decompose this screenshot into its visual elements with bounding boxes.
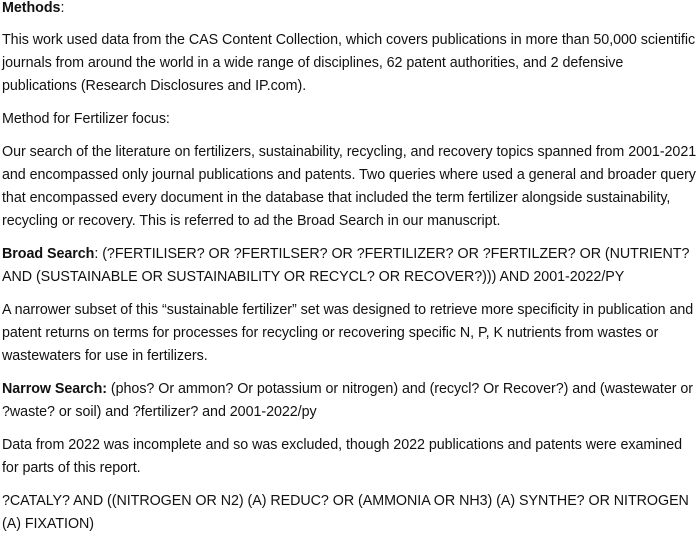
narrow-search-label: Narrow Search: [2,381,107,397]
methods-intro-paragraph: This work used data from the CAS Content Collection, which covers publications in more than 50,000 scientific journals from around the world in a wide range of disciplines, 62 patent authorities, and 2 defensive publications (Research Disclosures and IP.com). [2,32,696,94]
narrow-search-paragraph [2,378,698,424]
data-2022-note-paragraph: Data from 2022 was incomplete and so was excluded, though 2022 publications and patents were examined for parts of this report. [2,437,683,476]
broad-search-paragraph [2,243,698,289]
narrow-search-query: (phos? Or ammon? Or potassium or nitrogen) and (recycl? Or Recover?) and (wastewater or ?waste? or soil) and ?fertilizer? and 2001-2022/py [2,381,693,420]
fertilizer-focus-label: Method for Fertilizer focus: [2,111,170,127]
narrower-subset-paragraph: A narrower subset of this “sustainable fertilizer” set was designed to retrieve more specificity in publication and patent returns on terms for processes for recycling or recovering specific N, P, K nutrients from wastes or wastewaters for use in fertilizers. [2,302,694,364]
methods-heading-line [2,0,698,20]
cataly-query-paragraph: ?CATALY? AND ((NITROGEN OR N2) (A) REDUC? OR (AMMONIA OR NH3) (A) SYNTHE? OR NITROGEN (A) FIXATION) [2,493,689,532]
broad-search-label: Broad Search [2,246,95,262]
methods-heading-colon: : [60,0,65,16]
methods-heading: Methods [2,0,61,16]
broad-search-query: : (?FERTILISER? OR ?FERTILSER? OR ?FERTILIZER? OR ?FERTILZER? OR (NUTRIENT? AND (SUSTAINABLE OR SUSTAINABILITY OR RECYCL? OR RECOVER?))) AND 2001-2022/PY [2,246,690,285]
search-description-paragraph: Our search of the literature on fertilizers, sustainability, recycling, and recovery topics spanned from 2001-2021 and encompassed only journal publications and patents. Two queries where used a general and broader query that encompassed every document in the database that included the term fertilizer alongside sustainability, recycling or recovery. This is referred to ad the Broad Search in our manuscript. [2,144,697,229]
